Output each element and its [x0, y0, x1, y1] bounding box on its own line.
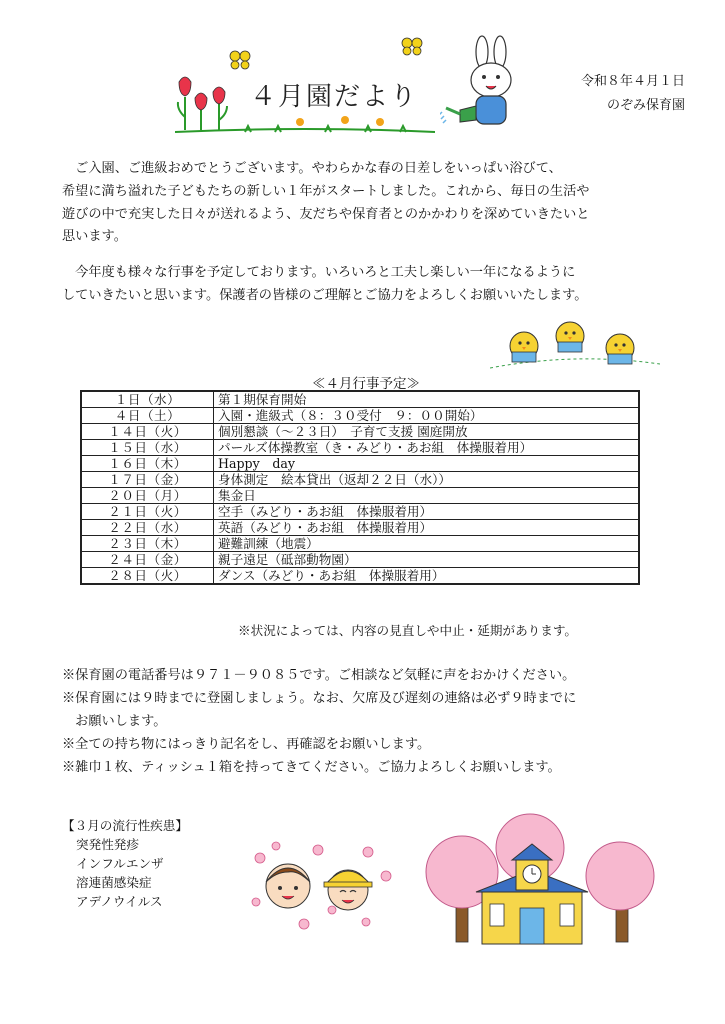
schedule-day: ２４日（金） — [81, 552, 214, 568]
schedule-table — [80, 390, 640, 585]
schedule-row — [81, 424, 639, 440]
schedule-row — [81, 568, 639, 585]
intro-line: 今年度も様々な行事を予定しております。いろいろと工夫し楽しい一年になるように — [62, 265, 576, 280]
intro-paragraph-1 — [62, 158, 672, 249]
chick-icon — [556, 322, 584, 352]
notice-list — [62, 664, 682, 779]
schedule-title: ≪４月行事予定≫ — [312, 376, 420, 392]
tulip-icon — [178, 77, 191, 130]
intro-line: 思います。 — [62, 229, 127, 245]
children-icon — [248, 836, 398, 936]
school-name: のぞみ保育園 — [606, 98, 685, 113]
intro-paragraph-2 — [62, 262, 672, 308]
issue-date: 令和８年４月１日 — [580, 74, 685, 89]
intro-line: 遊びの中で充実した日々が送れるよう、友だちや保育者とのかかわりを深めていきたいと — [62, 206, 590, 222]
schedule-event: 避難訓練（地震） — [214, 536, 640, 552]
kindergarten-scene — [420, 812, 660, 952]
notice-item: ※全ての持ち物にはっきり記名をし、再確認をお願いします。 — [62, 737, 431, 752]
butterfly-icon — [230, 51, 250, 69]
chick-icon — [606, 334, 634, 364]
notice-item: ※保育園の電話番号は９７１－９０８５です。ご相談など気軽に声をおかけください。 — [62, 668, 576, 683]
schedule-event: 入園・進級式（８：３０受付 ９：００開始） — [214, 408, 640, 424]
illness-item: 突発性発疹 — [76, 837, 139, 852]
schedule-row — [81, 391, 639, 408]
notice-item: ※保育園には９時までに登園しましょう。なお、欠席及び遅刻の連絡は必ず９時までに — [62, 691, 577, 706]
chick-icon — [510, 332, 538, 362]
schedule-event: 第１期保育開始 — [214, 391, 640, 408]
schedule-day: ２０日（月） — [81, 488, 214, 504]
schedule-event: 英語（みどり・あお組 体操服着用） — [214, 520, 640, 536]
schedule-row — [81, 408, 639, 424]
butterfly-icon — [400, 36, 424, 58]
schedule-row — [81, 472, 639, 488]
illness-item: インフルエンザ — [76, 856, 164, 871]
schedule-event: 空手（みどり・あお組 体操服着用） — [214, 504, 640, 520]
schedule-day: １４日（火） — [81, 424, 214, 440]
issue-info — [581, 70, 685, 118]
intro-line: していきたいと思います。保護者の皆様のご理解とご協力をよろしくお願いいたします。 — [62, 287, 588, 303]
schedule-day: １６日（木） — [81, 456, 214, 472]
notice-item: ※雑巾１枚、ティッシュ１箱を持ってきてください。ご協力よろしくお願いします。 — [62, 760, 561, 775]
chicks-illustration — [490, 318, 660, 382]
schedule-day: ２３日（木） — [81, 536, 214, 552]
schedule-note: ※状況によっては、内容の見直しや中止・延期があります。 — [238, 623, 578, 638]
notice-item: お願いします。 — [62, 714, 167, 729]
schedule-event: 個別懇談（～２３日） 子育て支援 園庭開放 — [214, 424, 640, 440]
illness-item: アデノウイルス — [76, 894, 163, 909]
page-title: ４月園だより — [250, 82, 419, 112]
schedule-day: １７日（金） — [81, 472, 214, 488]
tulip-icon — [213, 87, 227, 130]
schedule-day: １５日（水） — [81, 440, 214, 456]
intro-line: 希望に満ち溢れた子どもたちの新しい１年がスタートしました。これから、毎日の生活や — [62, 183, 590, 199]
schedule-event: 集金日 — [214, 488, 640, 504]
schedule-row — [81, 552, 639, 568]
schedule-event: ダンス（みどり・あお組 体操服着用） — [214, 568, 640, 585]
illness-item: 溶連菌感染症 — [76, 875, 152, 890]
schedule-row — [81, 520, 639, 536]
schedule-row — [81, 504, 639, 520]
tulip-icon — [195, 93, 207, 130]
schedule-event: 親子遠足（砥部動物園） — [214, 552, 640, 568]
schedule-row — [81, 456, 639, 472]
schedule-day: １日（水） — [81, 391, 214, 408]
bunny-icon — [440, 30, 535, 140]
illness-list — [62, 816, 188, 911]
cherry-tree-icon — [586, 842, 654, 942]
schedule-event: Happy day — [214, 456, 640, 472]
schedule-row — [81, 440, 639, 456]
schedule-day: ４日（土） — [81, 408, 214, 424]
schedule-event: 身体測定 絵本貸出（返却２２日（水）） — [214, 472, 640, 488]
schedule-row — [81, 488, 639, 504]
schedule-event: パールズ体操教室（き・みどり・あお組 体操服着用） — [214, 440, 640, 456]
schedule-day: ２８日（火） — [81, 568, 214, 585]
intro-line: ご入園、ご進級おめでとうございます。やわらかな春の日差しをいっぱい浴びて、 — [62, 161, 562, 176]
schedule-row — [81, 536, 639, 552]
schedule-day: ２２日（水） — [81, 520, 214, 536]
illness-heading: 【３月の流行性疾患】 — [62, 818, 188, 833]
schedule-day: ２１日（火） — [81, 504, 214, 520]
